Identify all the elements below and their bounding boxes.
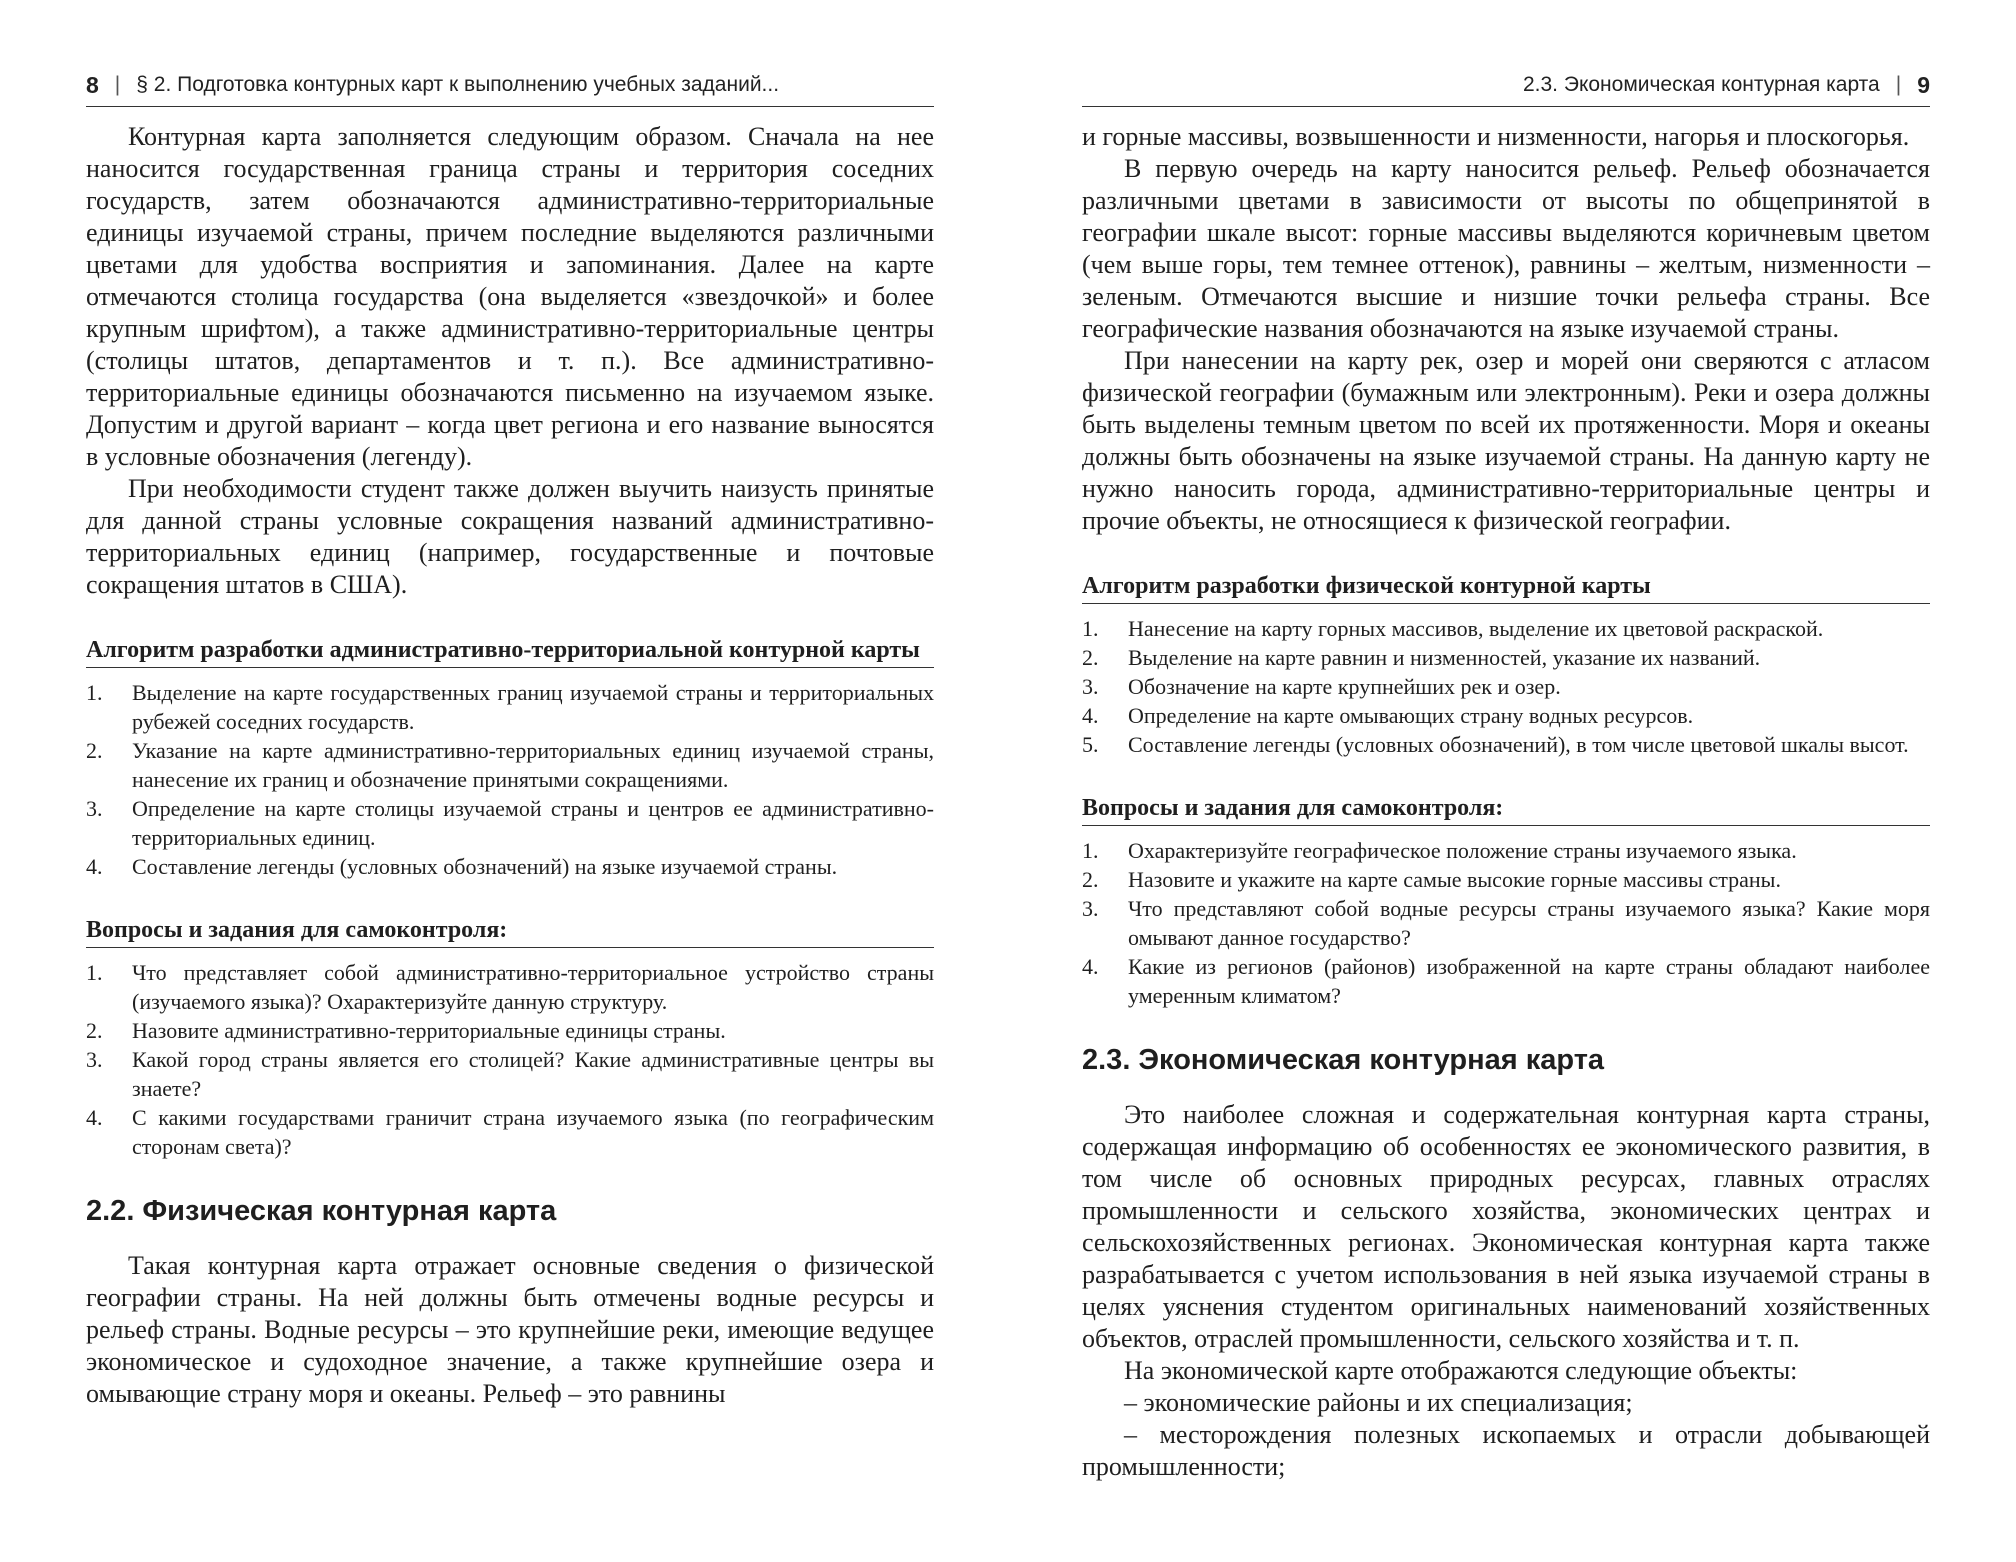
list-item: 1. Что представляет собой административно-территориальное устройство страны (изучаемого языка)? Охарактеризуйте данную структуру. xyxy=(86,960,934,1014)
paragraph: Это наиболее сложная и содержательная контурная карта страны, содержащая информацию об особенностях ее экономического развития, в том числе об основных природных ресурсах, главных отраслях промышленности и сельского хозяйства, экономических центрах и сельскохозяйственных регионах. Экономическая контурная карта также разрабатывается с учетом использования в ней языка изучаемой страны в целях уяснения студентом оригинальных наименований хозяйственных объектов, отраслей промышленности, сельского хозяйства и т. п. xyxy=(1082,1100,1930,1353)
list-item: 4. С какими государствами граничит страна изучаемого языка (по географическим сторонам света)? xyxy=(86,1105,934,1159)
right-running-title: 2.3. Экономическая контурная карта xyxy=(1522,73,1880,96)
list-item: 2. Выделение на карте равнин и низменностей, указание их названий. xyxy=(1082,645,1761,670)
left-page-body xyxy=(86,107,934,1410)
physical-algorithm-list xyxy=(1082,614,1930,759)
list-item: 2. Назовите административно-территориальные единицы страны. xyxy=(86,1018,726,1043)
self-control-title: Вопросы и задания для самоконтроля: xyxy=(86,915,934,948)
paragraph: – экономические районы и их специализация; xyxy=(1124,1388,1633,1417)
left-running-title: § 2. Подготовка контурных карт к выполнению учебных заданий... xyxy=(136,73,780,96)
self-control-list xyxy=(1082,836,1930,1010)
header-separator: | xyxy=(114,73,121,96)
paragraph: На экономической карте отображаются следующие объекты: xyxy=(1124,1356,1798,1385)
paragraph: При нанесении на карту рек, озер и морей они сверяются с атласом физической географии (бумажным или электронным). Реки и озера должны быть выделены темным цветом по всей их протяженности. Моря и океаны должны быть обозначены на языке изучаемой страны. На данную карту не нужно наносить города, административно-территориальные центры и прочие объекты, не относящиеся к физической географии. xyxy=(1082,346,1930,535)
self-control-title: Вопросы и задания для самоконтроля: xyxy=(1082,793,1930,826)
paragraph: В первую очередь на карту наносится рельеф. Рельеф обозначается различными цветами в зависимости от высоты по общепринятой в географии шкале высот: горные массивы выделяются коричневым цветом (чем выше горы, тем темнее оттенок), равнины – желтым, низменности – зеленым. Отмечаются высшие и низшие точки рельефа страны. Все географические названия обозначаются на языке изучаемой страны. xyxy=(1082,154,1930,343)
paragraph: Такая контурная карта отражает основные сведения о физической географии страны. На ней должны быть отмечены водные ресурсы и рельеф страны. Водные ресурсы – это крупнейшие реки, имеющие ведущее экономическое и судоходное значение, а также крупнейшие озера и омывающие страну моря и океаны. Рельеф – это равнины xyxy=(86,1251,934,1408)
list-item: 1. Охарактеризуйте географическое положение страны изучаемого языка. xyxy=(1082,838,1797,863)
header-separator: | xyxy=(1895,73,1902,96)
physical-algorithm-title: Алгоритм разработки физической контурной карты xyxy=(1082,571,1930,604)
right-page-number: 9 xyxy=(1917,71,1930,98)
right-running-head xyxy=(1082,70,1930,107)
admin-algorithm-list xyxy=(86,678,934,881)
list-item: 5. Составление легенды (условных обозначений), в том числе цветовой шкалы высот. xyxy=(1082,732,1909,757)
list-item: 2. Указание на карте административно-территориальных единиц изучаемой страны, нанесение их границ и обозначение принятыми сокращениями. xyxy=(86,738,934,792)
left-page-number: 8 xyxy=(86,71,99,98)
admin-algorithm-title: Алгоритм разработки административно-территориальной контурной карты xyxy=(86,635,934,668)
list-item: 4. Определение на карте омывающих страну водных ресурсов. xyxy=(1082,703,1694,728)
right-page xyxy=(1082,70,1930,1483)
left-page xyxy=(86,70,934,1410)
list-item: 3. Определение на карте столицы изучаемой страны и центров ее административно-территориальных единиц. xyxy=(86,796,934,850)
right-page-body xyxy=(1082,107,1930,1483)
paragraph: и горные массивы, возвышенности и низменности, нагорья и плоскогорья. xyxy=(1082,122,1910,151)
list-item: 3. Какой город страны является его столицей? Какие административные центры вы знаете? xyxy=(86,1047,934,1101)
list-item: 3. Обозначение на карте крупнейших рек и озер. xyxy=(1082,674,1561,699)
list-item: 1. Выделение на карте государственных границ изучаемой страны и территориальных рубежей соседних государств. xyxy=(86,680,934,734)
list-item: 2. Назовите и укажите на карте самые высокие горные массивы страны. xyxy=(1082,867,1781,892)
list-item: 4. Составление легенды (условных обозначений) на языке изучаемой страны. xyxy=(86,854,838,879)
paragraph: – месторождения полезных ископаемых и отрасли добывающей промышленности; xyxy=(1082,1420,1930,1481)
list-item: 3. Что представляют собой водные ресурсы страны изучаемого языка? Какие моря омывают данное государство? xyxy=(1082,896,1930,950)
paragraph: Контурная карта заполняется следующим образом. Сначала на нее наносится государственная граница страны и территория соседних государств, затем обозначаются административно-территориальные единицы изучаемой страны, причем последние выделяются различными цветами для удобства восприятия и запоминания. Далее на карте отмечаются столица государства (она выделяется «звездочкой» и более крупным шрифтом), а также административно-территориальные центры (столицы штатов, департаментов и т. п.). Все административно-территориальные единицы обозначаются письменно на изучаемом языке. Допустим и другой вариант – когда цвет региона и его название выносятся в условные обозначения (легенду). xyxy=(86,122,934,471)
list-item: 4. Какие из регионов (районов) изображенной на карте страны обладают наиболее умеренным климатом? xyxy=(1082,954,1930,1008)
paragraph: При необходимости студент также должен выучить наизусть принятые для данной страны условные сокращения названий административно-территориальных единиц (например, государственные и почтовые сокращения штатов в США). xyxy=(86,474,934,599)
self-control-list xyxy=(86,958,934,1161)
left-running-head xyxy=(86,70,934,107)
section-heading-2-2: 2.2. Физическая контурная карта xyxy=(86,1195,557,1227)
section-heading-2-3: 2.3. Экономическая контурная карта xyxy=(1082,1044,1605,1076)
list-item: 1. Нанесение на карту горных массивов, выделение их цветовой раскраской. xyxy=(1082,616,1824,641)
